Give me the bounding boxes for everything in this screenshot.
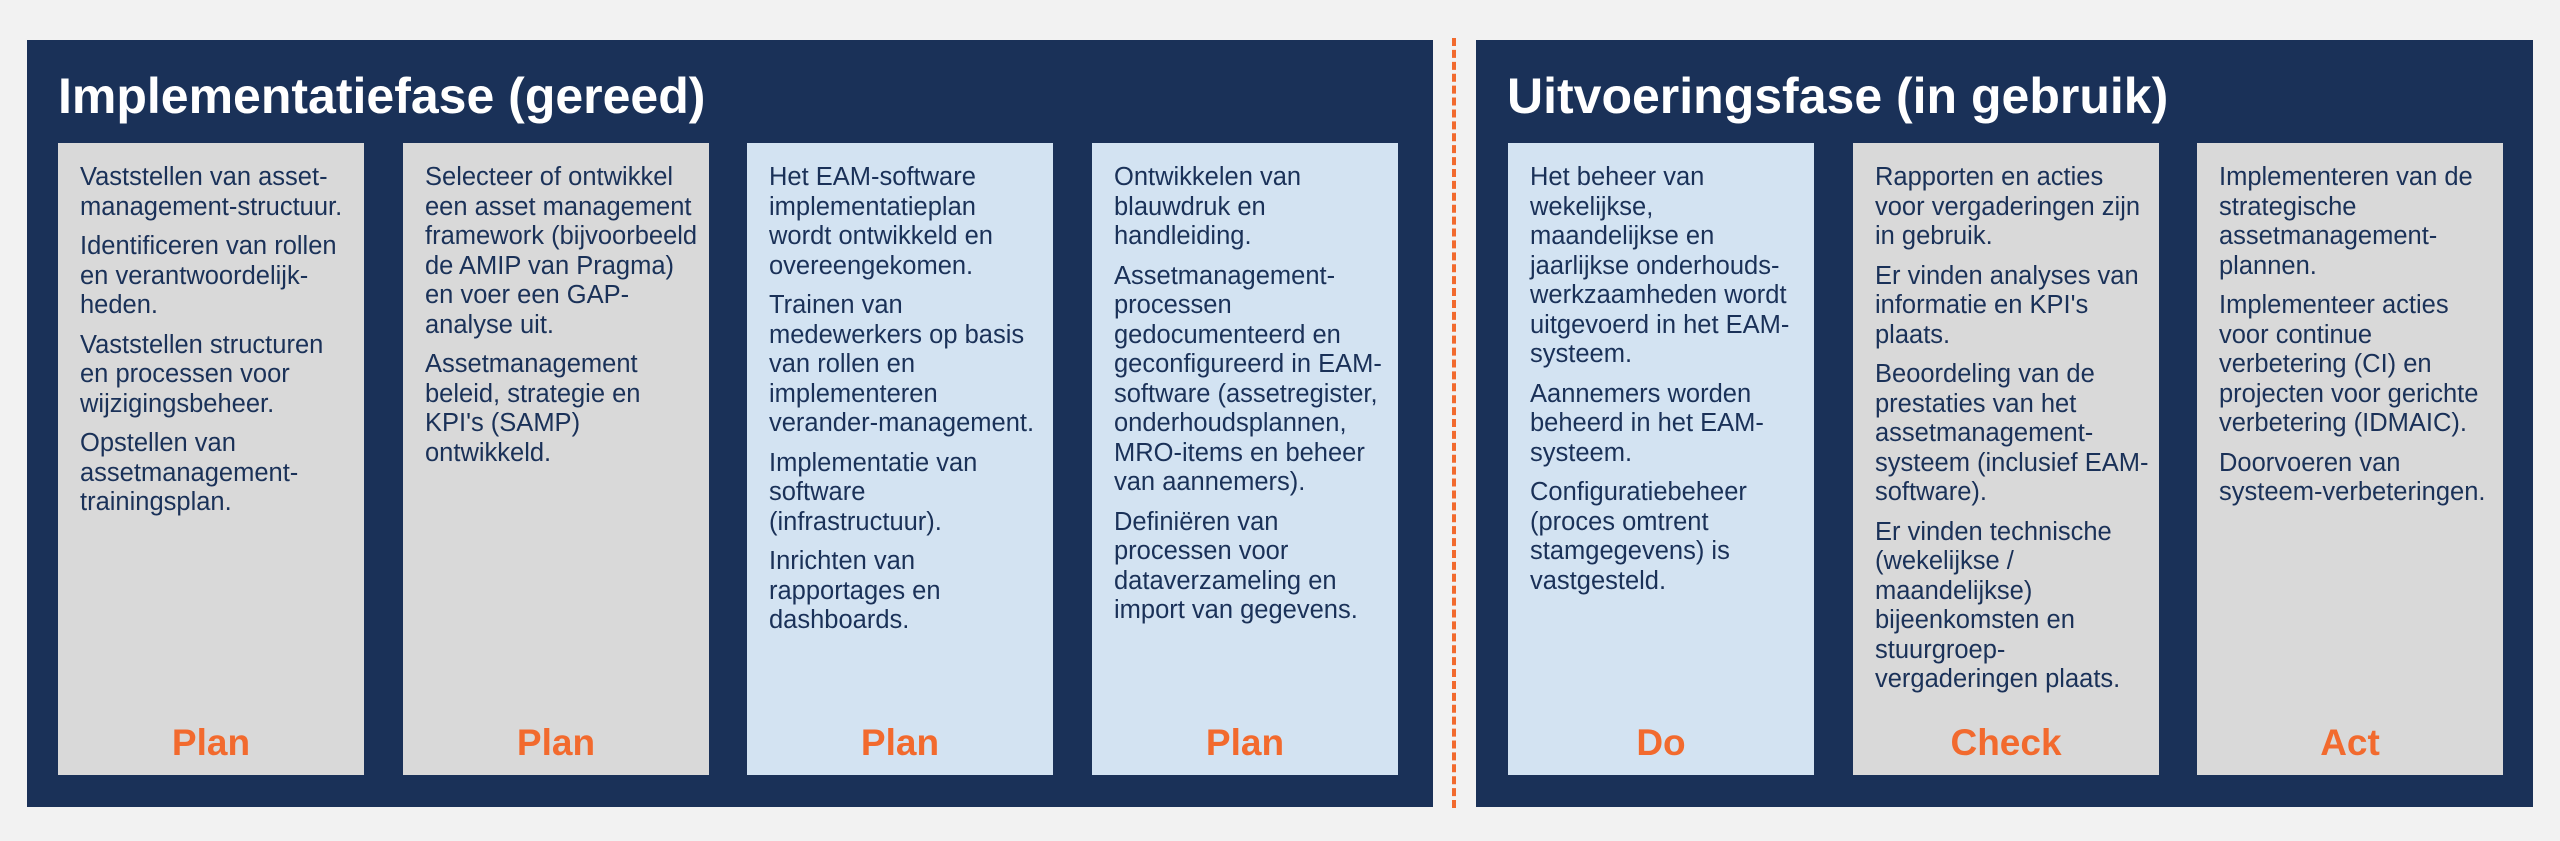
card-item: Vaststellen structuren en processen voor wijzigingsbeheer. xyxy=(80,330,324,418)
phase-label-check: Check xyxy=(1950,721,2062,763)
implementation-phase-panel xyxy=(27,40,1433,807)
card-item: Implementeren van de strategische assetmanagement-plannen. xyxy=(2219,163,2473,280)
card-item: Ontwikkelen van blauwdruk en handleiding. xyxy=(1114,163,1302,250)
card-framework xyxy=(403,143,709,775)
card-item: Er vinden technische (wekelijkse / maandelijkse) bijeenkomsten en stuurgroep-vergaderingen plaats. xyxy=(1875,517,2121,693)
card-software-implementation xyxy=(747,143,1053,775)
card-item: Beoordeling van de prestaties van het assetmanagement-systeem (inclusief EAM-software). xyxy=(1875,360,2149,506)
execution-phase-panel xyxy=(1476,40,2533,807)
card-item: Rapporten en acties voor vergaderingen zijn in gebruik. xyxy=(1875,163,2141,250)
execution-phase-title: Uitvoeringsfase (in gebruik) xyxy=(1507,68,2169,124)
phase-label-plan: Plan xyxy=(860,721,940,763)
card-item: Trainen van medewerkers op basis van rollen en implementeren verander-management. xyxy=(769,291,1035,437)
card-item: Vaststellen van asset-management-structuur. xyxy=(80,163,343,221)
card-item: Opstellen van assetmanagement-trainingsplan. xyxy=(80,429,299,516)
phase-label-plan: Plan xyxy=(171,721,251,763)
card-item: Het EAM-software implementatieplan wordt ontwikkeld en overeengekomen. xyxy=(769,163,993,280)
card-item: Implementatie van software (infrastructuur). xyxy=(769,448,978,536)
implementation-phase-title: Implementatiefase (gereed) xyxy=(58,68,706,124)
card-act xyxy=(2197,143,2503,775)
phase-label-do: Do xyxy=(1636,721,1686,763)
card-check xyxy=(1853,143,2159,775)
card-item: Identificeren van rollen en verantwoordelijk-heden. xyxy=(80,232,337,319)
card-item: Doorvoeren van systeem-verbeteringen. xyxy=(2219,448,2486,506)
phase-label-act: Act xyxy=(2320,721,2380,763)
phase-label-plan: Plan xyxy=(516,721,596,763)
card-item: Er vinden analyses van informatie en KPI's plaats. xyxy=(1875,261,2139,349)
card-item: Implementeer acties voor continue verbetering (CI) en projecten voor gerichte verbetering (IDMAIC). xyxy=(2219,291,2479,437)
card-item: Assetmanagement beleid, strategie en KPI's (SAMP) ontwikkeld. xyxy=(425,350,641,467)
phase-label-plan: Plan xyxy=(1205,721,1285,763)
card-blueprint xyxy=(1092,143,1398,775)
card-item: Aannemers worden beheerd in het EAM-systeem. xyxy=(1530,379,1764,467)
card-do xyxy=(1508,143,1814,775)
card-item: Assetmanagement-processen gedocumenteerd en geconfigureerd in EAM-software (assetregister, onderhoudsplannen, MRO-items en beheer van aannemers). xyxy=(1114,261,1382,496)
card-item: Selecteer of ontwikkel een asset management framework (bijvoorbeeld de AMIP van Pragma) en voer een GAP-analyse uit. xyxy=(425,163,698,339)
card-item: Definiëren van processen voor dataverzameling en import van gegevens. xyxy=(1114,507,1358,624)
card-item: Configuratiebeheer (proces omtrent stamgegevens) is vastgesteld. xyxy=(1530,478,1747,595)
card-item: Het beheer van wekelijkse, maandelijkse en jaarlijkse onderhouds-werkzaamheden wordt uitgevoerd in het EAM-systeem. xyxy=(1530,163,1790,368)
phase-divider xyxy=(1452,38,1456,808)
card-item: Inrichten van rapportages en dashboards. xyxy=(769,547,941,634)
card-structure xyxy=(58,143,364,775)
